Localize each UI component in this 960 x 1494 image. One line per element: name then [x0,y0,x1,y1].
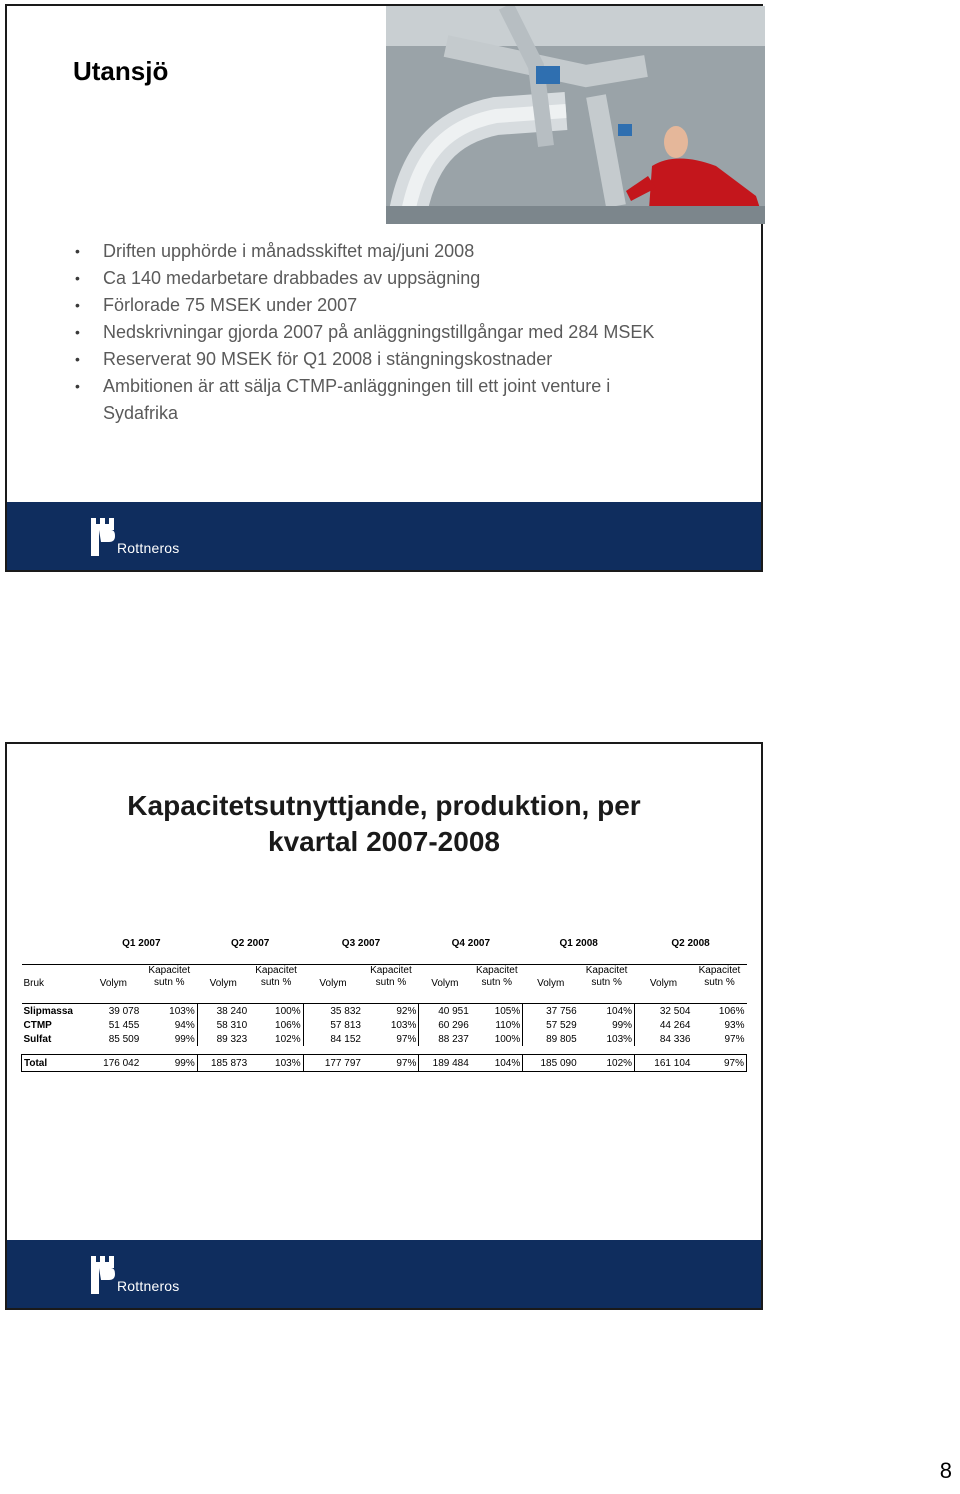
slide-title [7,788,761,860]
col-volym: Volym [99,978,127,989]
quarter-label: Q2 2008 [671,937,710,949]
quarter-header-row [22,936,747,950]
col-kapacitet: Kapacitet sutn % [148,965,191,988]
title-line: kvartal 2007-2008 [268,826,500,857]
page-number: 8 [939,1458,952,1483]
slide-kapacitet [5,742,763,1310]
col-volym: Volym [431,978,459,989]
col-bruk: Bruk [23,978,45,989]
quarter-label: Q4 2007 [451,937,491,949]
slide-title: Utansjö [73,56,169,86]
quarter-label: Q3 2007 [341,937,381,949]
bullet-item: • Nedskrivningar gjorda 2007 på anläggningstillgångar med 284 MSEK [75,319,675,346]
industrial-photo [386,6,765,224]
col-volym: Volym [537,978,565,989]
bullet-item: • Ca 140 medarbetare drabbades av uppsägning [75,265,675,292]
title-line: Kapacitetsutnyttjande, produktion, per [127,790,641,821]
rottneros-logo [89,516,189,560]
bullet-item: • Driften upphörde i månadsskiftet maj/juni 2008 [75,238,675,265]
table-row: Slipmassa 39 078 103% 38 240 100% 35 832 92% 40 951 105% 37 756 104% 32 504 106% [23,1005,745,1017]
bullet-list [75,238,675,427]
col-kapacitet: Kapacitet sutn % [475,965,518,988]
col-volym: Volym [209,978,237,989]
total-row: Total 176 042 99% 185 873 103% 177 797 97% 189 484 104% 185 090 102% 161 104 97% [22,1055,747,1072]
table-row: CTMP 51 455 94% 58 310 106% 57 813 103% 60 296 110% 57 529 99% 44 264 93% [23,1019,745,1031]
footer-bar [7,1240,761,1308]
rottneros-logo [89,1254,189,1298]
col-volym: Volym [319,978,347,989]
col-kapacitet: Kapacitet sutn % [255,965,297,988]
logo-text: Rottneros [117,540,180,556]
quarter-label: Q1 2007 [122,937,161,949]
quarter-label: Q1 2008 [559,937,598,949]
col-volym: Volym [649,978,678,989]
footer-bar [7,502,761,570]
bullet-item: • Förlorade 75 MSEK under 2007 [75,292,675,319]
quarter-label: Q2 2007 [230,937,270,949]
table-row: Sulfat 85 509 99% 89 323 102% 84 152 97% 88 237 100% 89 805 103% 84 336 97% [23,1033,745,1045]
slide-utansjo [5,4,763,572]
col-kapacitet: Kapacitet sutn % [370,965,412,988]
bullet-item: • Reserverat 90 MSEK för Q1 2008 i stängningskostnader [75,346,675,373]
column-header-row [22,965,747,990]
col-kapacitet: Kapacitet sutn % [698,965,741,988]
col-kapacitet: Kapacitet sutn % [585,965,628,988]
bullet-item: • Ambitionen är att sälja CTMP-anläggningen till ett joint venture i Sydafrika [75,373,675,427]
capacity-table [21,936,747,1072]
logo-text: Rottneros [117,1278,180,1294]
